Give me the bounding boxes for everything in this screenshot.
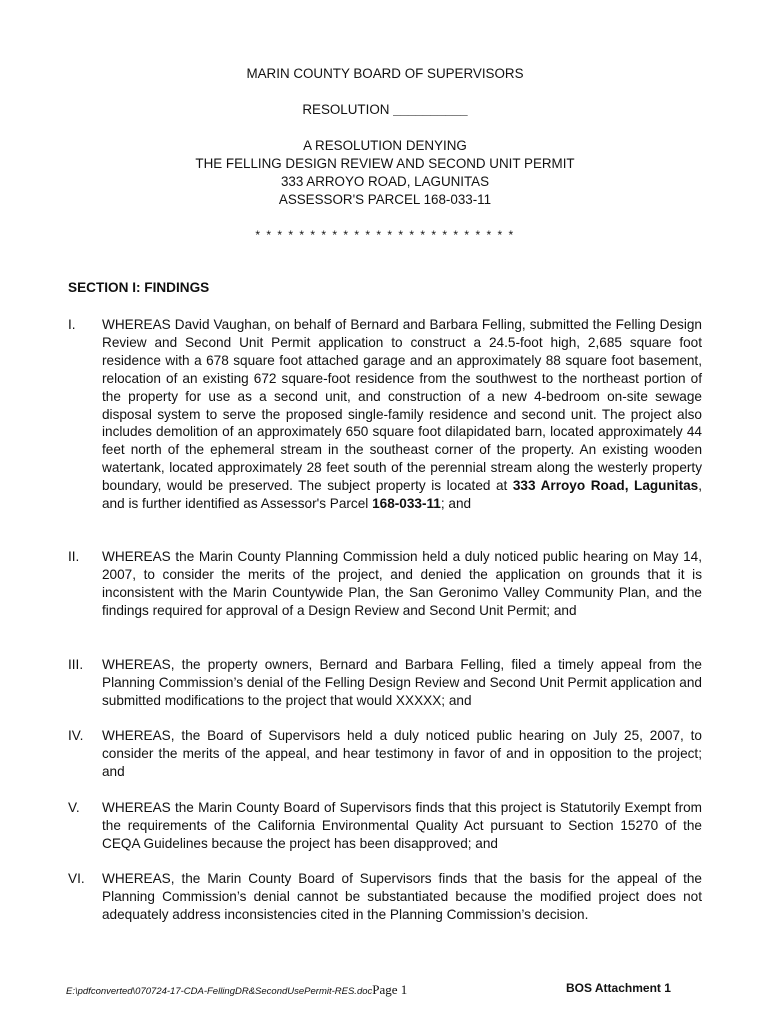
finding-text: WHEREAS the Marin County Planning Commission held a duly noticed public hearing on May 14, 2007, to consider the merits of the project, and denied the application on grounds that it is inconsistent with the Marin Countywide Plan, the San Geronimo Valley Community Plan, and the findings required for approval of a Design Review and Second Unit Permit; and [102,549,702,618]
resolution-title-2: THE FELLING DESIGN REVIEW AND SECOND UNIT PERMIT [195,156,575,171]
finding-number: II. [68,549,80,564]
footer-file-path [66,982,407,998]
attachment-label: BOS Attachment 1 [566,981,671,995]
resolution-line [0,101,770,119]
page-number: Page 1 [372,982,408,997]
finding-number: I. [68,317,76,332]
finding-number: III. [68,657,84,672]
finding-text: WHEREAS, the Marin County Board of Supervisors finds that the basis for the appeal of the Planning Commission’s denial cannot be substantiated because the modified project does not adequately address inconsistencies cited in the Planning Commission’s decision. [102,871,702,922]
finding-text-part: WHEREAS David Vaughan, on behalf of Bernard and Barbara Felling, submitted the Felling Design Review and Second Unit Permit application to construct a 24.5-foot high, 2,685 square foot residence with a 678 square foot attached garage and an approximately 88 square foot basement, relocation of an existing 672 square-foot residence from the southwest to the northeast portion of the property for use as a second unit, and construction of a new 4-bedroom on-site sewage disposal system to serve the proposed single-family residence and second unit. The project also includes demolition of an approximately 650 square foot dilapidated barn, located approximately 44 feet north of the ephemeral stream in the southeast corner of the property. An existing wooden watertank, located approximately 28 feet south of the perennial stream along the westerly property boundary, would be preserved. The subject property is located at [102,317,702,494]
finding-item [68,799,702,853]
finding-item [68,548,702,620]
finding-item [68,870,702,924]
finding-item [68,316,702,513]
finding-text: WHEREAS the Marin County Board of Supervisors finds that this project is Statutorily Exempt from the requirements of the California Environmental Quality Act pursuant to Section 15270 of the CEQA Guidelines because the project has been disapproved; and [102,800,702,851]
section-heading: SECTION I: FINDINGS [68,280,210,295]
finding-text [102,316,702,513]
finding-number: IV. [68,728,84,743]
finding-number: V. [68,800,80,815]
property-address-bold: 333 Arroyo Road, Lagunitas [512,478,699,494]
assessor-parcel: ASSESSOR'S PARCEL 168-033-11 [278,192,492,207]
finding-text: WHEREAS, the property owners, Bernard and Barbara Felling, filed a timely appeal from the Planning Commission’s denial of the Felling Design Review and Second Unit Permit application and submitted modifications to the project that would XXXXX; and [102,657,702,708]
resolution-label: RESOLUTION [302,102,390,117]
file-path: E:\pdfconverted\070724-17-CDA-FellingDR&SecondUsePermit-RES.doc [66,986,373,997]
finding-text: WHEREAS, the Board of Supervisors held a duly noticed public hearing on July 25, 2007, to consider the merits of the appeal, and hear testimony in favor of and in opposition to the project; and [102,728,702,779]
finding-text-part: ; and [440,496,472,512]
property-address: 333 ARROYO ROAD, LAGUNITAS [280,174,490,189]
finding-item [68,727,702,781]
star-divider: * * * * * * * * * * * * * * * * * * * * * * * * [255,228,515,242]
finding-number: VI. [68,871,85,886]
finding-text-part: , and is further identified as Assessor's Parcel [102,478,702,512]
board-title: MARIN COUNTY BOARD OF SUPERVISORS [246,66,524,81]
resolution-title-1: A RESOLUTION DENYING [303,138,467,153]
resolution-number-blank: __________ [393,102,468,117]
parcel-number-bold: 168-033-11 [372,496,441,512]
finding-item [68,656,702,710]
